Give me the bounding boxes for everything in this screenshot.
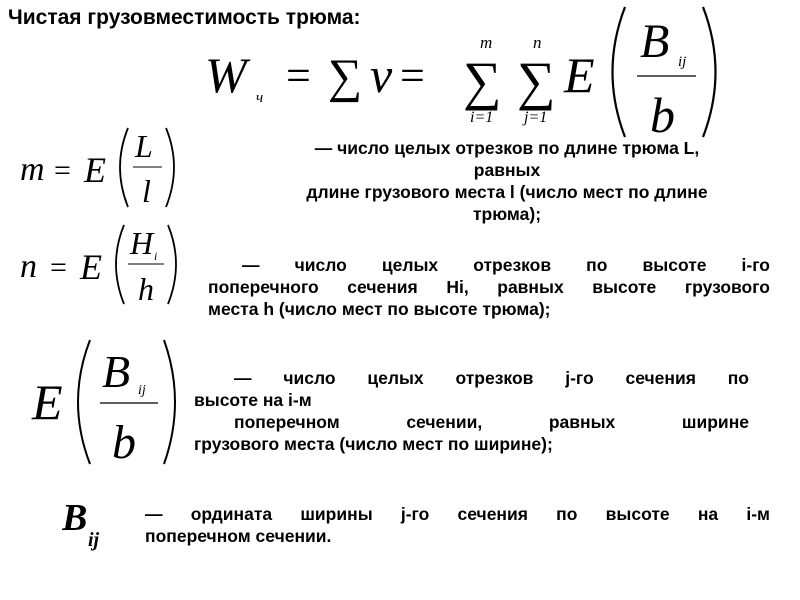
formula-sum-1: ∑	[328, 50, 363, 103]
desc-b-line2: поперечном сечении.	[145, 526, 332, 546]
desc-n-line3: места h (число мест по высоте трюма);	[208, 299, 551, 319]
formula-m	[20, 125, 220, 210]
desc-m-line1: — число целых отрезков по длине трюма L,	[314, 138, 700, 158]
n-num-H: H	[130, 225, 154, 261]
n-den-h: h	[138, 271, 154, 307]
e-den-b: b	[112, 416, 136, 467]
n-num-sub: i	[154, 249, 158, 263]
m-num-L: L	[135, 128, 153, 164]
sum-i-upper: m	[480, 33, 493, 52]
formula-v: v	[370, 47, 393, 103]
symbol-B: B	[62, 497, 88, 539]
desc-e-line1: — число целых отрезков j-го сечения по	[234, 368, 749, 388]
formula-E: E	[564, 47, 595, 103]
desc-m	[242, 137, 772, 225]
n-equals: =	[50, 251, 67, 284]
desc-m-line3: длине грузового места l (число мест по длине	[306, 182, 708, 202]
desc-n-line2: поперечного сечения Hi, равных высоте грузового	[208, 277, 770, 297]
e-num-B: B	[102, 346, 131, 397]
m-lhs: m	[20, 151, 45, 188]
formula-equals-2: =	[400, 51, 425, 100]
formula-equals-1: =	[286, 51, 311, 100]
desc-n-line1: — число целых отрезков по высоте i-го	[242, 255, 770, 275]
symbol-sub: ij	[88, 529, 100, 551]
symbol-b-ij	[62, 492, 132, 552]
main-formula	[200, 2, 720, 142]
frac-num-sub: ij	[678, 54, 687, 70]
e-num-sub: ij	[138, 383, 146, 398]
right-paren	[703, 7, 716, 137]
sum-j-lower: j=1	[524, 109, 548, 126]
desc-e-line3: поперечном сечении, равных ширине	[234, 412, 749, 432]
formula-e	[30, 337, 180, 467]
desc-e-line4: грузового места (число мест по ширине);	[194, 434, 553, 454]
formula-n	[20, 222, 220, 307]
n-E: E	[80, 247, 102, 287]
sigma-j: ∑	[517, 51, 556, 111]
desc-e-line2: высоте на i-м	[194, 390, 312, 410]
m-E: E	[84, 150, 106, 190]
m-den-l: l	[142, 173, 151, 209]
formula-W-subscript: ч	[256, 90, 264, 106]
desc-n	[208, 254, 770, 320]
m-equals: =	[54, 154, 71, 187]
desc-b	[145, 503, 770, 547]
desc-m-line4: трюма);	[472, 204, 542, 224]
left-paren	[613, 7, 626, 137]
desc-m-line2: равных	[473, 160, 541, 180]
sigma-i: ∑	[463, 51, 502, 111]
frac-num-B: B	[640, 15, 670, 68]
sum-i-lower: i=1	[470, 109, 494, 126]
e-E: E	[32, 374, 63, 430]
slide-title: Чистая грузовместимость трюма:	[8, 6, 361, 29]
desc-b-line1: — ордината ширины j-го сечения по высоте на i-м	[145, 504, 770, 524]
desc-e	[194, 367, 749, 455]
sum-j-upper: n	[533, 33, 542, 52]
frac-den-b: b	[650, 87, 675, 142]
formula-W: W	[205, 47, 247, 103]
n-lhs: n	[20, 248, 37, 285]
